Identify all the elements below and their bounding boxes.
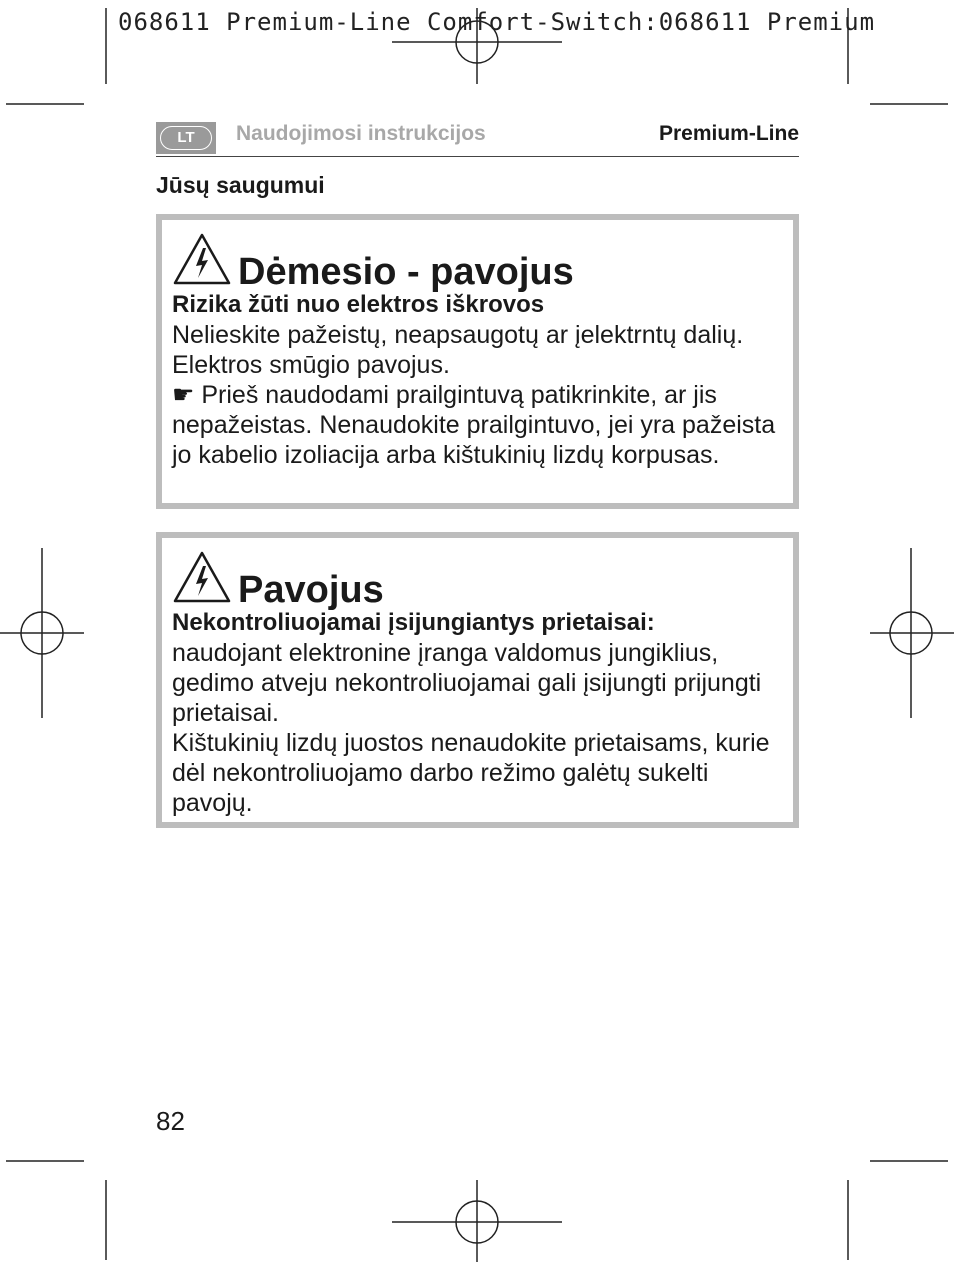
- warning-subtitle: Nekontroliuojamai įsijungiantys prietaisai:: [172, 609, 655, 636]
- page-header: [156, 118, 799, 157]
- instruction-text: Prieš naudodami prailgintuvą patikrinkite, ar jis nepažeistas. Nenaudokite prailgintuvo, jei yra pažeista jo kabelio izoliacija arba kištukinių lizdų korpusas.: [172, 381, 776, 469]
- warning-instruction: [172, 380, 783, 470]
- warning-text: Nelieskite pažeistų, neapsaugotų ar įelektrntų dalių. Elektros smūgio pavojus.: [172, 321, 744, 379]
- warning-subtitle: Rizika žūti nuo elektros iškrovos: [172, 291, 545, 318]
- high-voltage-icon: [172, 232, 232, 286]
- warning-text-2: Kištukinių lizdų juostos nenaudokite prietaisams, kurie dėl nekontroliuojamo darbo režimo galėtų sukelti pavojų.: [172, 729, 770, 817]
- warning-box-electric-shock: [156, 214, 799, 509]
- warning-text: naudojant elektronine įranga valdomus jungiklius, gedimo atveju nekontroliuojamai gali įsijungti prijungti prietaisai.: [172, 639, 762, 727]
- page-number: 82: [156, 1106, 185, 1136]
- header-title: Naudojimosi instrukcijos: [236, 122, 486, 145]
- language-badge: [156, 122, 216, 154]
- high-voltage-icon: [172, 550, 232, 604]
- warning-header: [172, 546, 783, 611]
- section-title: Jūsų saugumui: [156, 172, 325, 198]
- pointing-hand-icon: ☛: [172, 381, 195, 409]
- warning-header: [172, 228, 783, 293]
- warning-title: Dėmesio - pavojus: [238, 251, 574, 293]
- header-brand: Premium-Line: [658, 122, 799, 145]
- language-code: LT: [160, 126, 212, 150]
- warning-title: Pavojus: [238, 569, 384, 611]
- warning-box-uncontrolled-devices: [156, 532, 799, 828]
- print-slug: 068611 Premium-Line Comfort-Switch:068611 Premium: [118, 8, 876, 36]
